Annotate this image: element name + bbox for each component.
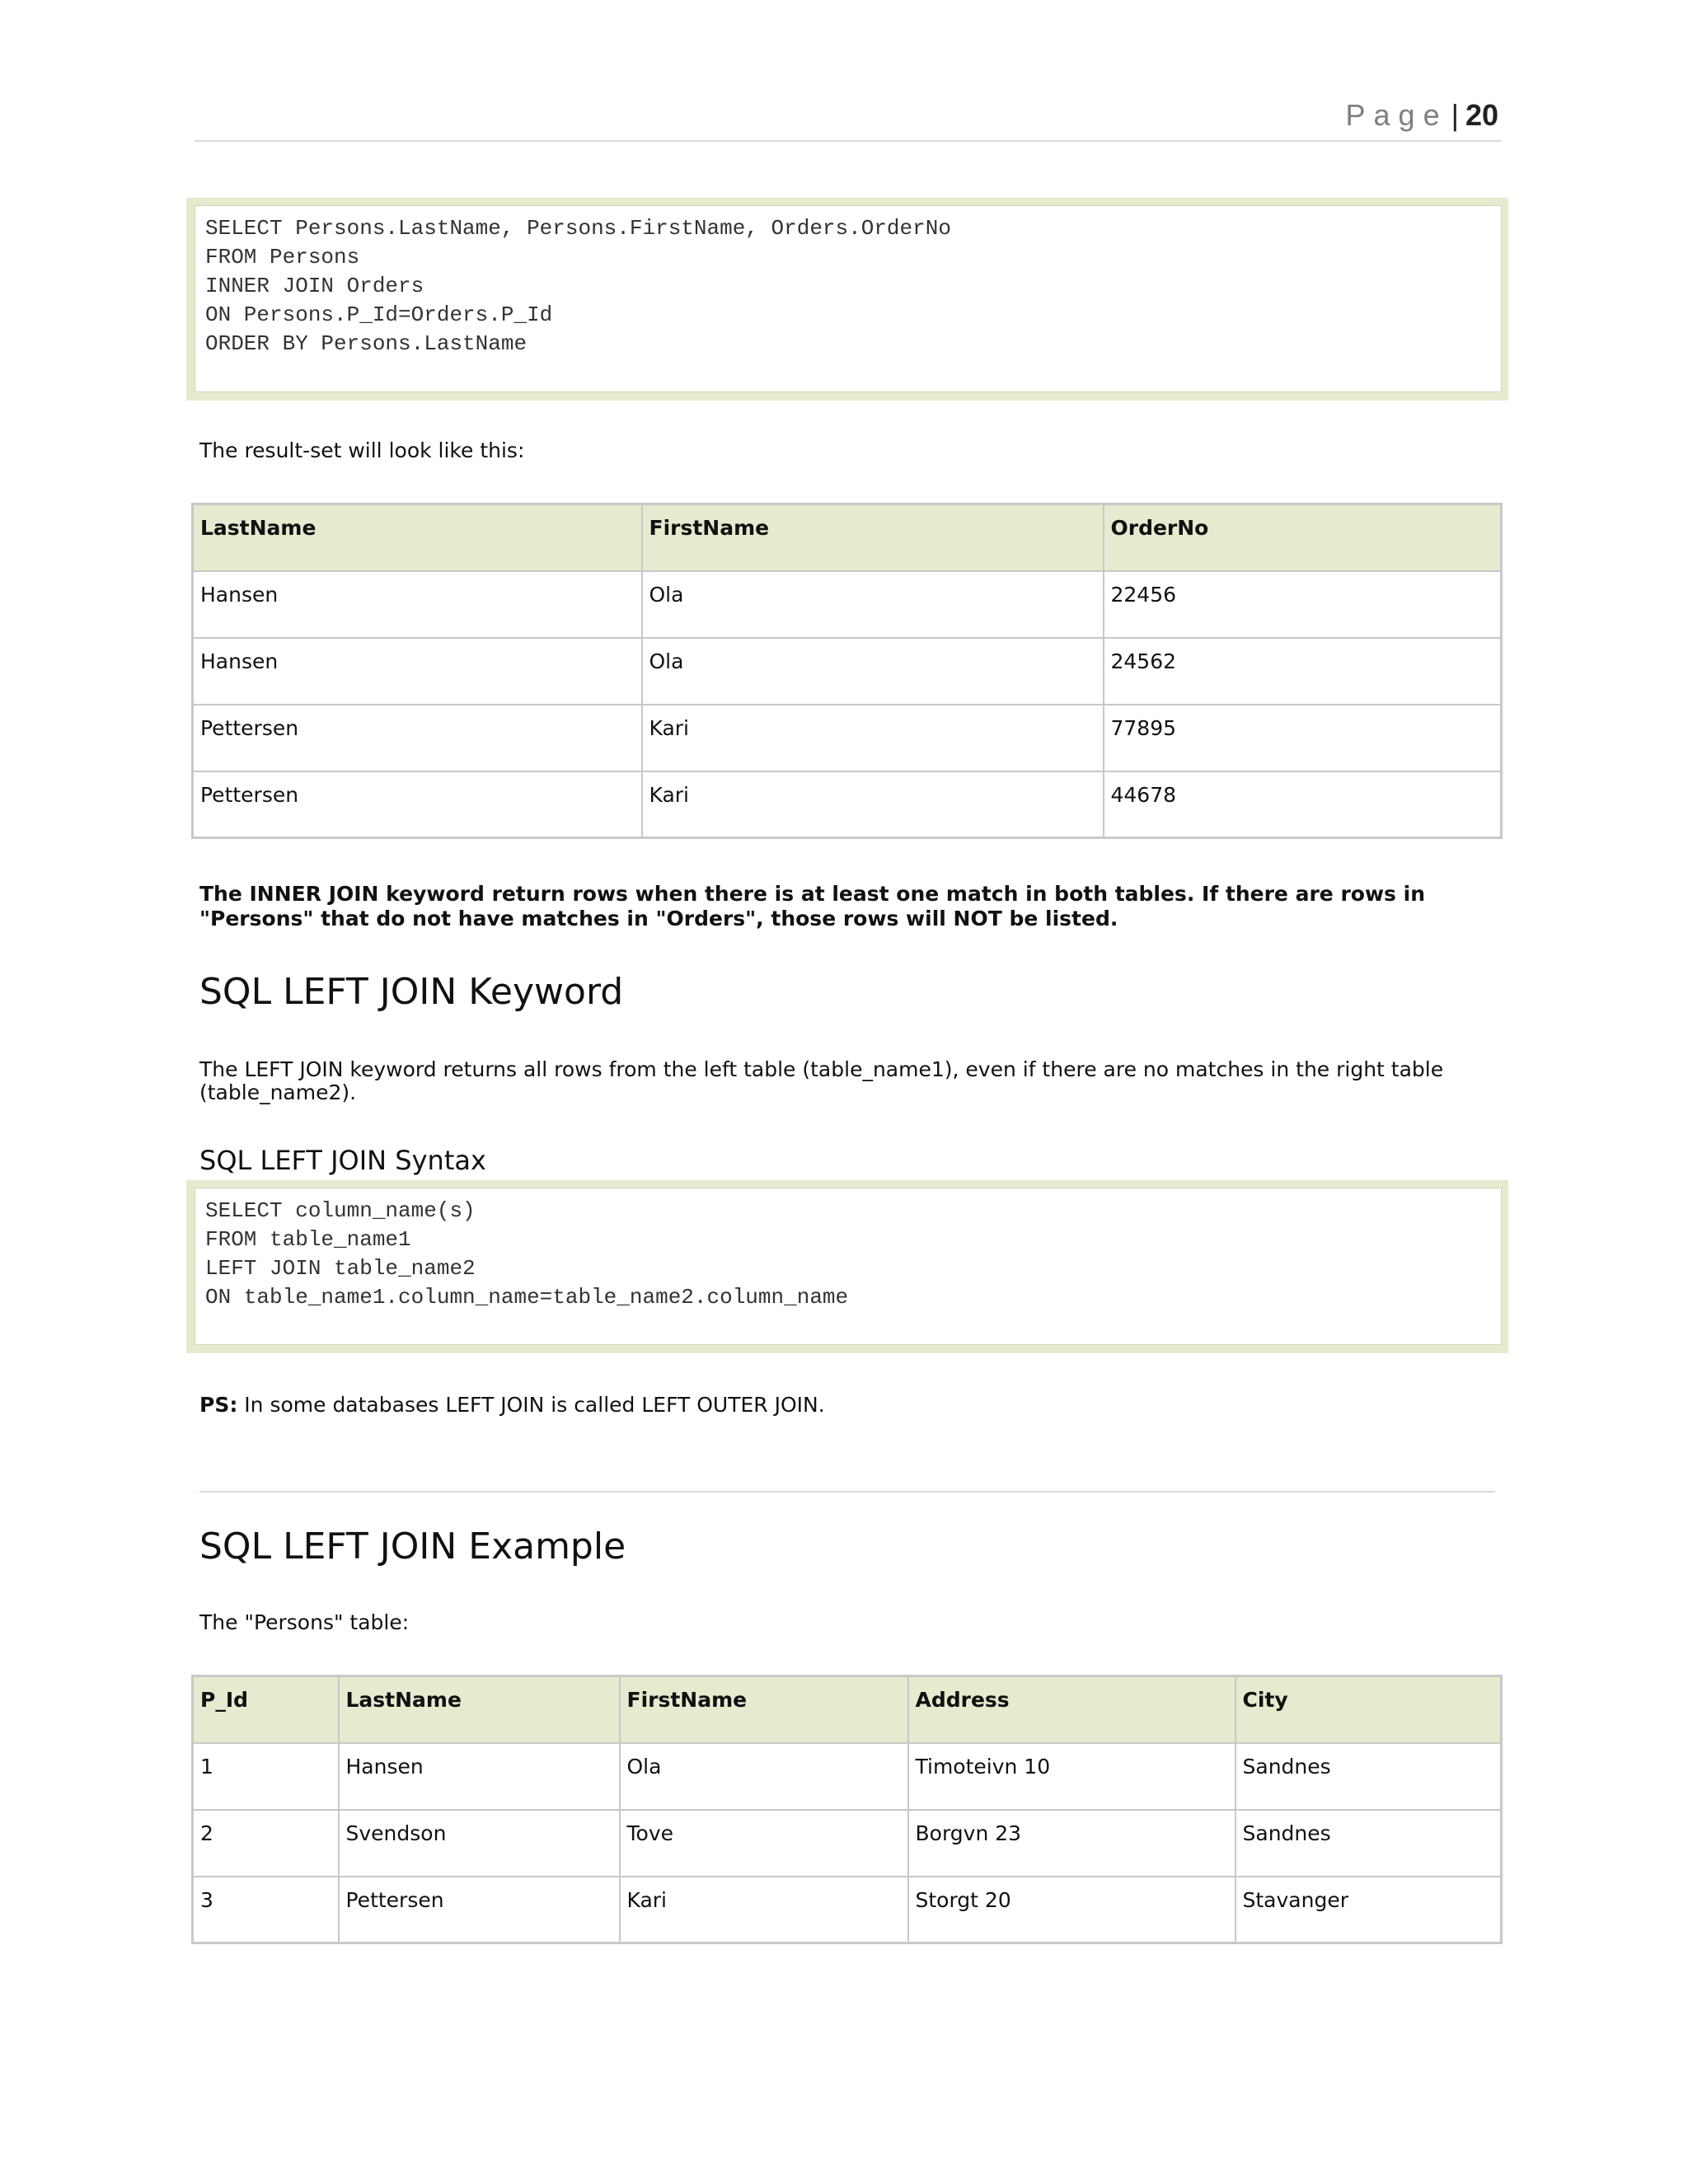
result-table	[191, 503, 1503, 839]
page-label: Page	[1345, 98, 1448, 132]
example-heading: SQL LEFT JOIN Example	[199, 1526, 626, 1568]
code-line: SELECT column_name(s)	[205, 1198, 476, 1223]
column-header: P_Id	[193, 1676, 339, 1743]
code-block-inner	[195, 205, 1502, 392]
inner-join-order-code-block	[186, 198, 1508, 401]
column-header: Address	[908, 1676, 1236, 1743]
table-cell: Kari	[642, 771, 1104, 838]
table-cell: Storgt 20	[908, 1877, 1236, 1943]
table-cell: 1	[193, 1743, 339, 1810]
code-line: SELECT Persons.LastName, Persons.FirstName, Orders.OrderNo	[205, 216, 951, 241]
table-cell: Kari	[642, 705, 1104, 771]
table-header-row	[193, 504, 1502, 571]
table-cell: Stavanger	[1236, 1877, 1502, 1943]
table-row	[193, 1877, 1502, 1943]
table-cell: Hansen	[339, 1743, 620, 1810]
table-cell: Sandnes	[1236, 1810, 1502, 1877]
page-separator: |	[1451, 98, 1459, 132]
left-join-syntax-code-block	[186, 1180, 1508, 1353]
section-divider	[199, 1491, 1495, 1493]
result-intro-text: The result-set will look like this:	[199, 438, 525, 462]
code-block-inner	[195, 1188, 1502, 1345]
code-line: ORDER BY Persons.LastName	[205, 331, 528, 356]
left-join-heading: SQL LEFT JOIN Keyword	[199, 971, 624, 1013]
syntax-heading: SQL LEFT JOIN Syntax	[199, 1145, 486, 1176]
table-header-row	[193, 1676, 1502, 1743]
table-row	[193, 771, 1502, 838]
code-line: FROM table_name1	[205, 1227, 411, 1252]
table-cell: Hansen	[193, 571, 642, 638]
inner-join-note: The INNER JOIN keyword return rows when there is at least one match in both tables. If there are rows in "Persons" that do not have matches in "Orders", those rows will NOT be listed.	[199, 882, 1425, 930]
table-cell: Pettersen	[193, 705, 642, 771]
table-cell: Kari	[620, 1877, 908, 1943]
persons-intro-text: The "Persons" table:	[199, 1610, 410, 1634]
ps-text: In some databases LEFT JOIN is called LEFT OUTER JOIN.	[237, 1393, 825, 1417]
table-row	[193, 571, 1502, 638]
table-cell: Svendson	[339, 1810, 620, 1877]
table-cell: 3	[193, 1877, 339, 1943]
table-cell: 44678	[1104, 771, 1502, 838]
table-cell: Sandnes	[1236, 1743, 1502, 1810]
page-header	[195, 97, 1502, 142]
column-header: FirstName	[642, 504, 1104, 571]
table-cell: 22456	[1104, 571, 1502, 638]
table-cell: Tove	[620, 1810, 908, 1877]
table-cell: Pettersen	[339, 1877, 620, 1943]
table-cell: 2	[193, 1810, 339, 1877]
code-line: ON table_name1.column_name=table_name2.column_name	[205, 1285, 849, 1310]
page-number: 20	[1465, 98, 1498, 132]
table-cell: Borgvn 23	[908, 1810, 1236, 1877]
table-cell: Hansen	[193, 638, 642, 705]
column-header: OrderNo	[1104, 504, 1502, 571]
persons-table	[191, 1675, 1503, 1944]
table-cell: Ola	[620, 1743, 908, 1810]
table-cell: Ola	[642, 571, 1104, 638]
column-header: LastName	[339, 1676, 620, 1743]
code-line: LEFT JOIN table_name2	[205, 1256, 476, 1281]
table-row	[193, 1743, 1502, 1810]
table-row	[193, 1810, 1502, 1877]
table-cell: Pettersen	[193, 771, 642, 838]
code-line: ON Persons.P_Id=Orders.P_Id	[205, 302, 553, 327]
table-cell: Ola	[642, 638, 1104, 705]
page-number-label	[1346, 97, 1498, 134]
table-cell: 24562	[1104, 638, 1502, 705]
column-header: City	[1236, 1676, 1502, 1743]
table-row	[193, 705, 1502, 771]
code-line: INNER JOIN Orders	[205, 274, 424, 298]
table-cell: 77895	[1104, 705, 1502, 771]
left-join-description: The LEFT JOIN keyword returns all rows from the left table (table_name1), even if there are no matches in the right table (table_name2).	[199, 1057, 1444, 1104]
table-cell: Timoteivn 10	[908, 1743, 1236, 1810]
table-row	[193, 638, 1502, 705]
code-line: FROM Persons	[205, 245, 360, 269]
ps-note	[199, 1394, 825, 1417]
ps-label: PS:	[199, 1393, 238, 1417]
column-header: FirstName	[620, 1676, 908, 1743]
column-header: LastName	[193, 504, 642, 571]
